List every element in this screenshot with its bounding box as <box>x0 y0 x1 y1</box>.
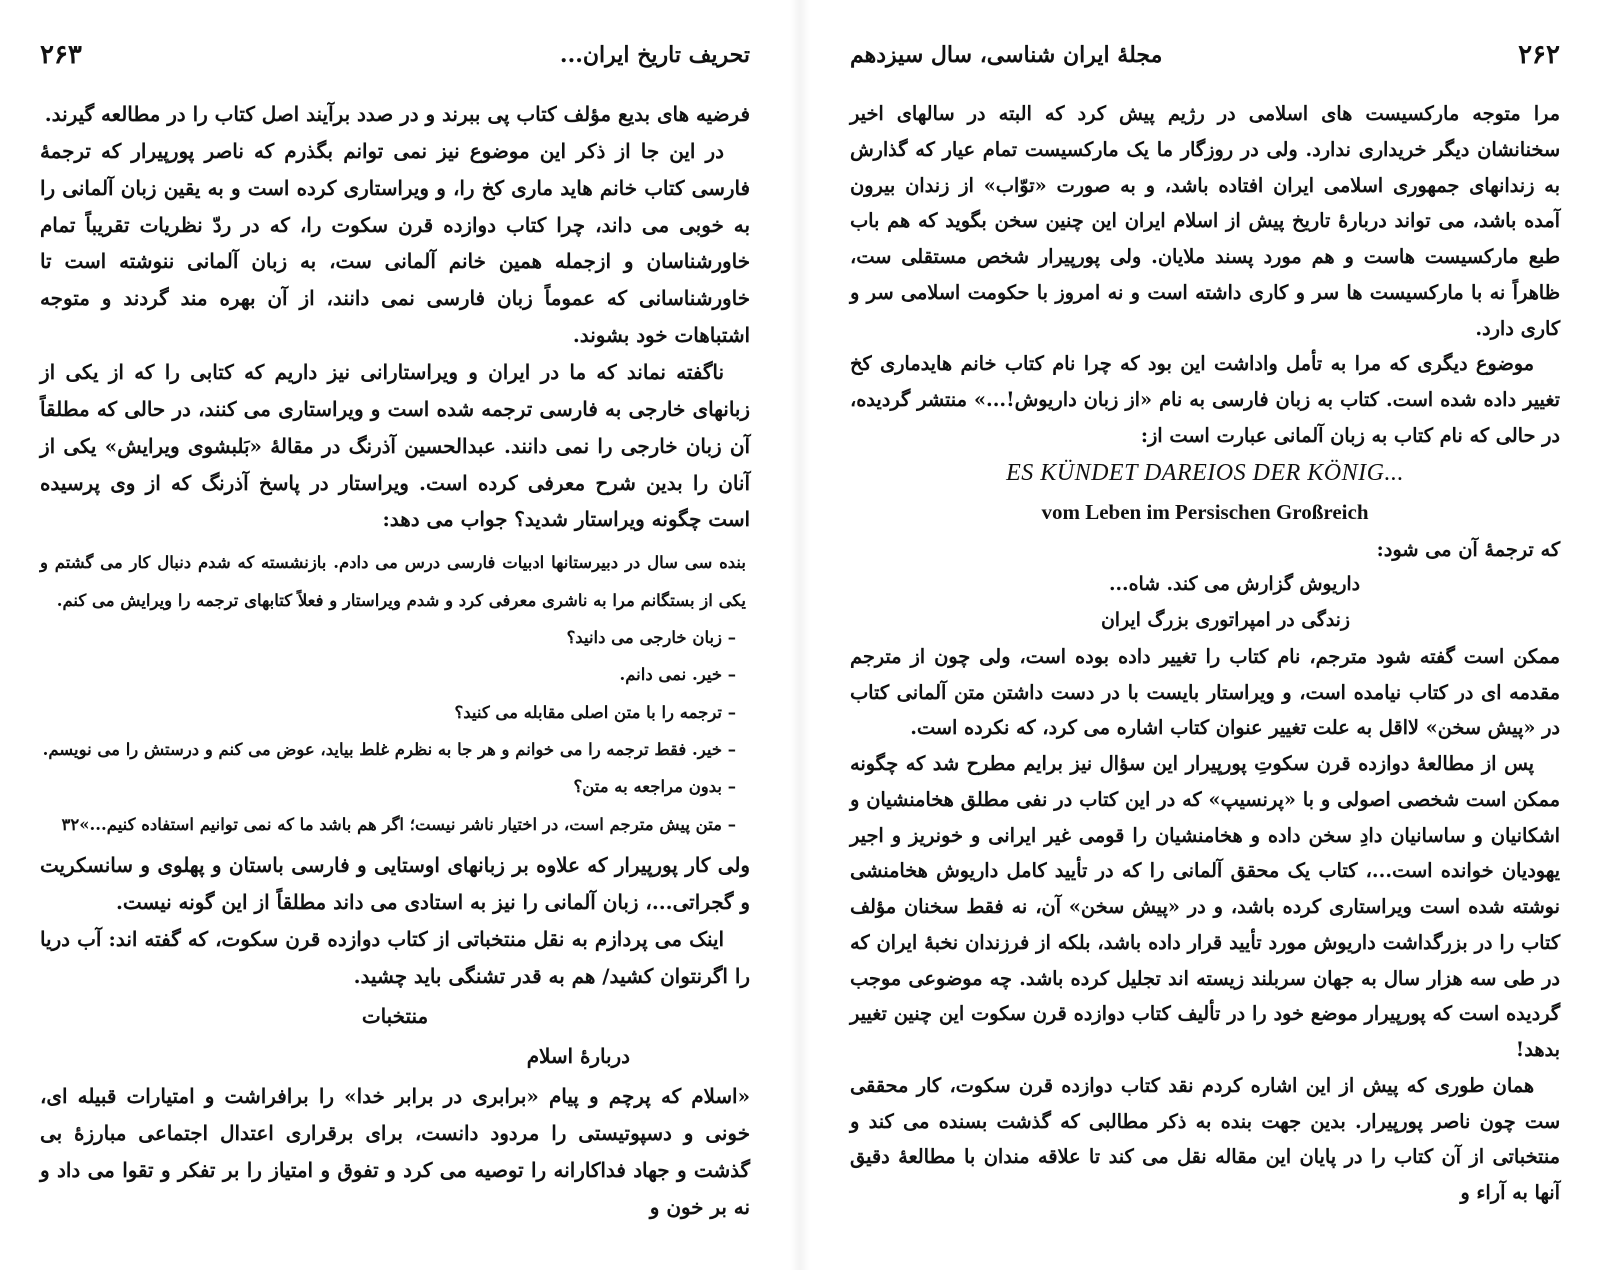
left-paragraph-1: فرضیه های بدیع مؤلف کتاب پی ببرند و در صدد برآیند اصل کتاب را در مطالعه گیرند. <box>44 102 750 126</box>
dialogue-line-5: – بدون مراجعه به متن؟ <box>40 768 746 805</box>
left-paragraph-4: ولی کار پورپیرار که علاوه بر زبانهای اوستایی و فارسی باستان و پهلوی و سانسکریت و گجراتی...، زبان آلمانی را نیز به استادی می داند مطلقاً از این گونه نیست. <box>40 853 750 914</box>
dialogue-line-6: – متن پیش مترجم است، در اختیار ناشر نیست؛ اگر هم باشد ما که نمی توانیم استفاده کنیم...»۳۲ <box>40 806 746 843</box>
right-page-number: ۲۶۲ <box>1518 40 1560 70</box>
interview-quote <box>40 544 750 843</box>
right-page <box>810 0 1600 1270</box>
left-page-body <box>40 96 750 1250</box>
right-paragraph-4: پس از مطالعهٔ دوازده قرن سکوتِ پورپیرار این سؤال نیز برایم مطرح شد که چگونه ممکن است شخصی اصولی و با «پرنسیپ» که در این کتاب در نفی مطلق هخامنشیان و اشکانیان و ساسانیان دادِ سخن داده و هخامنشیان را قومی غیر ایرانی و خونریز و اجیر یهودیان خوانده است...، کتاب یک محقق آلمانی را که در تأیید کامل داریوش هخامنشی نوشته شده است ویراستاری کرده باشد، و در «پیش سخن» آن، نه فقط سخنان مؤلف کتاب را در بزرگداشت داریوش مورد تأیید قرار داده باشد، بلکه از فرزندان نخبهٔ ایران که در طی سه هزار سال به جهان سربلند زیسته اند تجلیل کرده باشد. چه موضوعی موجب گردیده است که پورپیرار موضع خود را در تألیف کتاب دوازده قرن سکوت این چنین تغییر بدهد! <box>850 752 1560 1061</box>
left-paragraph-2: در این جا از ذکر این موضوع نیز نمی توانم بگذرم که ناصر پورپیرار که ترجمهٔ فارسی کتاب خانم هاید ماری کخ را، و ویراستاری کرده است و به یقین زبان آلمانی را به خوبی می داند، چرا کتاب دوازده قرن سکوت را، که در ردّ نظریات تقریباً تمام خاورشناسان و ازجمله همین خانم آلمانی ست، به زبان آلمانی ننوشته است تا خاورشناسانی که عموماً زبان فارسی نمی دانند، از آن بهره مند گردند و متوجه اشتباهات خود بشوند. <box>40 138 750 348</box>
dialogue-line-2: – خیر. نمی دانم. <box>40 656 746 693</box>
right-paragraph-2: موضوع دیگری که مرا به تأمل واداشت این بود که چرا نام کتاب خانم هایدماری کخ تغییر داده شده است. کتاب به زبان فارسی به نام «از زبان داریوش!...» منتشر گردیده، در حالی که نام کتاب به زبان آلمانی عبارت است از: <box>850 352 1560 447</box>
left-final-paragraph: «اسلام که پرچم و پیام «برابری در برابر خدا» را برافراشت و امتیارات قبیله ای، خونی و دسپوتیستی را مردود دانست، برای برقراری اعتدال اجتماعی مبارزهٔ بی گذشت و جهاد فداکارانه را توصیه می کرد و تفوق و امتیاز را بر تفکر و تقوا می داد و نه بر خون و <box>40 1084 750 1219</box>
translated-title-line-2: زندگی در امپراتوری بزرگ ایران <box>1100 609 1350 631</box>
right-paragraph-1: مرا متوجه مارکسیست های اسلامی در رژیم پیش کرد که البته در سالهای اخیر سخنانشان دیگر خریداری ندارد. ولی در روزگار ما یک مارکسیست تمام عیار که گذارش به زندانهای جمهوری اسلامی ایران افتاده باشد، و به صورت «توّاب» از زندان بیرون آمده باشد، می تواند دربارهٔ تاریخ پیش از اسلام ایران این چنین سخن بگوید که هم باب طبع مارکسیست هاست و هم مورد پسند ملایان. ولی پورپیرار شخص مستقلی ست، ظاهراً نه با مارکسیست ها سر و کاری داشته است و نه امروز با حکومت اسلامی سر و کاری دارد. <box>850 102 1560 340</box>
dialogue-line-3: – ترجمه را با متن اصلی مقابله می کنید؟ <box>40 694 746 731</box>
left-paragraph-3: ناگفته نماند که ما در ایران و ویراستارانی نیز داریم که کتابی را که از یکی از زبانهای خارجی به فارسی ترجمه شده است و ویراستاری می کنند، در حالی که مطلقاً آن زبان خارجی را نمی دانند. عبدالحسین آذرنگ در مقالهٔ «بَلبشوی ویرایش» یکی از آنان را بدین شرح معرفی کرده است. ویراستار در پاسخ آذرنگ که از وی پرسیده است چگونه ویراستار شدید؟ جواب می دهد: <box>40 360 750 532</box>
section-heading: منتخبات <box>361 1003 429 1028</box>
right-running-title: مجلهٔ ایران شناسی، سال سیزدهم <box>850 42 1163 68</box>
left-page-header <box>40 30 750 80</box>
translation-intro: که ترجمهٔ آن می شود: <box>1376 537 1560 561</box>
right-paragraph-3: ممکن است گفته شود مترجم، نام کتاب را تغییر داده بوده است، ولی چون از مترجم مقدمه ای در کتاب نیامده است، و ویراستار بایست با در دست داشتن متن آلمانی کتاب در «پیش سخن» لااقل به علت تغییر عنوان کتاب اشاره می کرد، که نکرده است. <box>850 644 1560 740</box>
subsection-heading: دربارهٔ اسلام <box>526 1044 630 1069</box>
right-page-body <box>850 96 1560 1250</box>
german-title-line-1: ES KÜNDET DAREIOS DER KÖNIG... <box>1006 459 1404 486</box>
translated-title-line-1: داریوش گزارش می کند. شاه... <box>1108 573 1360 596</box>
left-running-title: تحریف تاریخ ایران... <box>559 42 750 68</box>
right-paragraph-5: همان طوری که پیش از این اشاره کردم نقد کتاب دوازده قرن سکوت، کار محققی ست چون ناصر پورپیرار. بدین جهت بنده به ذکر مطالبی که گذشت بسنده می کند و منتخباتی از آن کتاب را در پایان این مقاله نقل می کند تا علاقه مندان با مطالعهٔ دقیق آنها به آراء و <box>850 1073 1560 1204</box>
quote-intro: بنده سی سال در دبیرستانها ادبیات فارسی درس می دادم. بازنشسته که شدم دنبال کار می گشتم و یکی از بستگانم مرا به ناشری معرفی کرد و شدم ویراستار و فعلاً کتابهای ترجمه را ویرایش می کنم. <box>40 553 746 610</box>
book-gutter <box>790 0 810 1270</box>
left-page <box>0 0 790 1270</box>
left-page-number: ۲۶۳ <box>40 40 82 70</box>
right-page-header <box>850 30 1560 80</box>
dialogue-line-1: – زبان خارجی می دانید؟ <box>40 619 746 656</box>
left-paragraph-5: اینک می پردازم به نقل منتخباتی از کتاب دوازده قرن سکوت، که گفته اند: آب دریا را اگرنتوان کشید/ هم به قدر تشنگی باید چشید. <box>40 926 750 988</box>
german-title-line-2: vom Leben im Persischen Großreich <box>1041 499 1369 524</box>
dialogue-line-4: – خیر. فقط ترجمه را می خوانم و هر جا به نظرم غلط بیاید، عوض می کنم و درستش را می نویسم. <box>40 731 746 768</box>
